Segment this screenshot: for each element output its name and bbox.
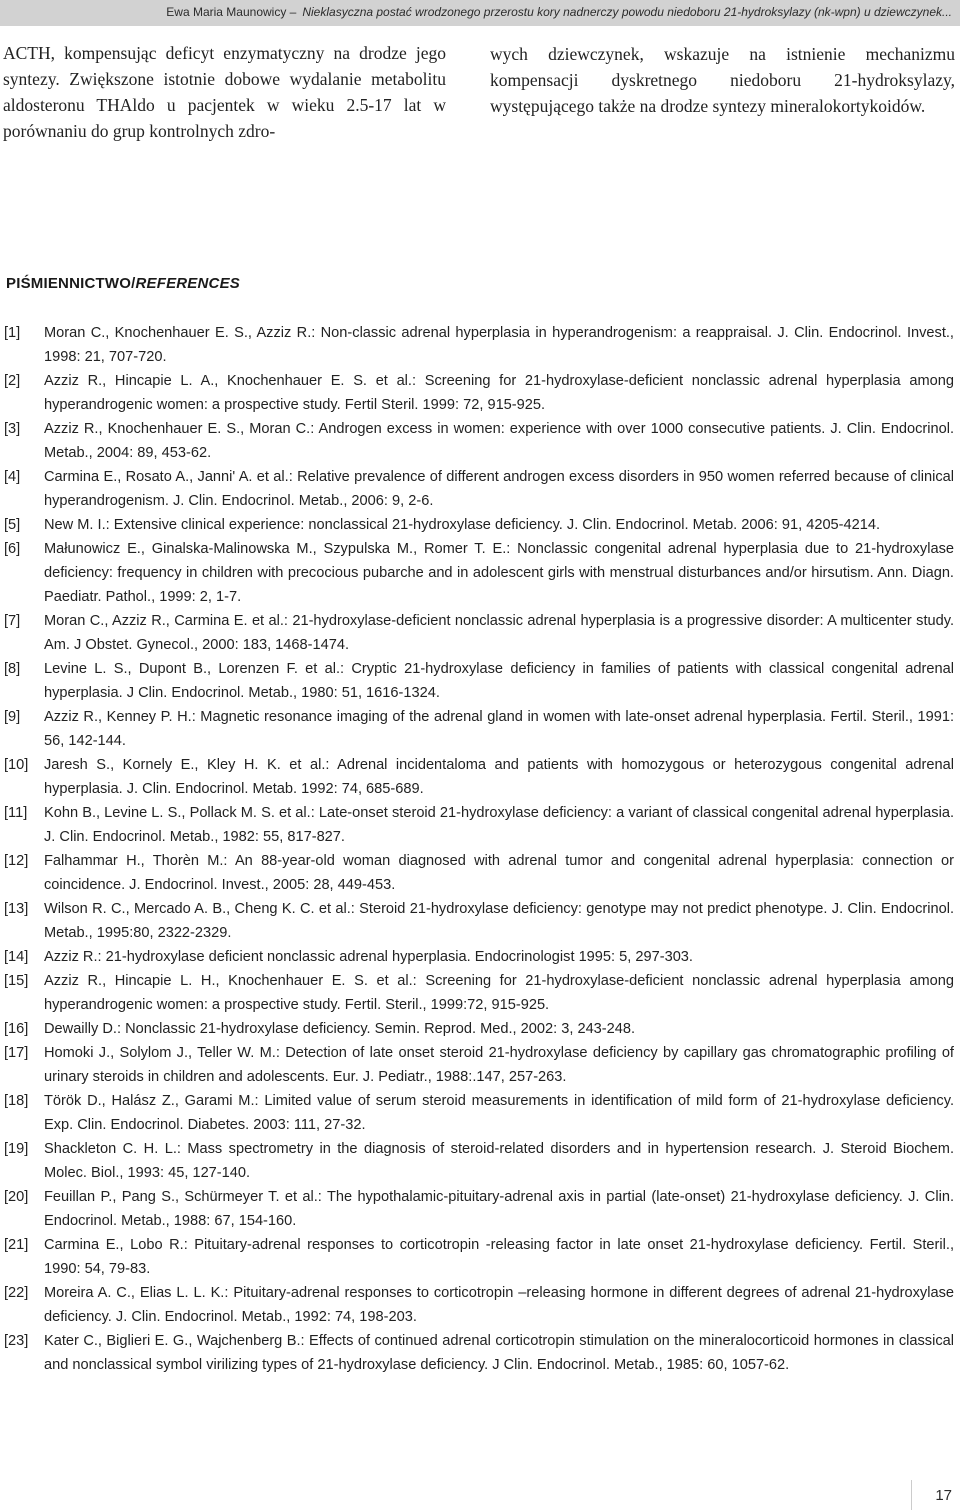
reference-number: [12]: [4, 853, 29, 869]
reference-list: [0, 321, 960, 1377]
reference-text: Azziz R.: 21-hydroxylase deficient nonclassic adrenal hyperplasia. Endocrinologist 1995: 5, 297-303.: [44, 949, 693, 965]
reference-text: Wilson R. C., Mercado A. B., Cheng K. C. et al.: Steroid 21-hydroxylase deficiency: genotype may not predict phenotype. J. Clin. Endocrinol. Metab., 1995:80, 2322-2329.: [44, 901, 954, 941]
reference-number: [14]: [4, 949, 29, 965]
reference-item: [0, 945, 960, 969]
reference-number: [13]: [4, 901, 29, 917]
reference-text: Moran C., Azziz R., Carmina E. et al.: 21-hydroxylase-deficient nonclassic adrenal hyperplasia is a progressive disorder: A multicenter study. Am. J Obstet. Gynecol., 2000: 183, 1468-1474.: [44, 613, 954, 653]
reference-item: [0, 1281, 960, 1329]
reference-item: [0, 321, 960, 369]
reference-number: [18]: [4, 1093, 29, 1109]
reference-number: [16]: [4, 1021, 29, 1037]
reference-number: [1]: [4, 325, 21, 341]
reference-text: Azziz R., Hincapie L. A., Knochenhauer E. S. et al.: Screening for 21-hydroxylase-deficient nonclassic adrenal hyperplasia among hyperandrogenic women: a prospective study. Fertil Steril. 1999: 72, 915-925.: [44, 373, 954, 413]
reference-text: Azziz R., Hincapie L. H., Knochenhauer E. S. et al.: Screening for 21-hydroxylase-deficient nonclassic adrenal hyperplasia among hyperandrogenic women: a prospective study. Fertil. Steril., 1999:72, 915-925.: [44, 973, 954, 1013]
reference-item: [0, 417, 960, 465]
reference-number: [6]: [4, 541, 21, 557]
reference-item: [0, 1185, 960, 1233]
reference-number: [17]: [4, 1045, 29, 1061]
reference-text: Feuillan P., Pang S., Schürmeyer T. et al.: The hypothalamic-pituitary-adrenal axis in partial (late-onset) 21-hydroxylase deficiency. J. Clin. Endocrinol. Metab., 1988: 67, 154-160.: [44, 1189, 954, 1229]
reference-number: [19]: [4, 1141, 29, 1157]
reference-text: Małunowicz E., Ginalska-Malinowska M., Szypulska M., Romer T. E.: Nonclassic congenital adrenal hyperplasia due to 21-hydroxylase deficiency: frequency in children with precocious pubarche and in adolescent girls with menstrual disturbances and/or hirsutism. Ann. Diagn. Paediatr. Pathol., 1999: 2, 1-7.: [44, 541, 954, 605]
reference-number: [3]: [4, 421, 21, 437]
header-authors: Ewa Maria Maunowicy –: [166, 5, 297, 19]
reference-text: Török D., Halász Z., Garami M.: Limited value of serum steroid measurements in identification of mild form of 21-hydroxylase deficiency. Exp. Clin. Endocrinol. Diabetes. 2003: 111, 27-32.: [44, 1093, 954, 1133]
reference-text: Moreira A. C., Elias L. L. K.: Pituitary-adrenal responses to corticotropin –releasing hormone in different degrees of adrenal 21-hydroxylase deficiency. J. Clin. Endocrinol. Metab., 1992: 74, 198-203.: [44, 1285, 954, 1325]
reference-number: [9]: [4, 709, 21, 725]
reference-number: [8]: [4, 661, 21, 677]
reference-text: Shackleton C. H. L.: Mass spectrometry in the diagnosis of steroid-related disorders and in hypertension research. J. Steroid Biochem. Molec. Biol., 1993: 45, 127-140.: [44, 1141, 954, 1181]
reference-item: [0, 1233, 960, 1281]
reference-number: [15]: [4, 973, 29, 989]
reference-item: [0, 465, 960, 513]
reference-item: [0, 369, 960, 417]
reference-number: [2]: [4, 373, 21, 389]
reference-item: [0, 657, 960, 705]
reference-item: [0, 1329, 960, 1377]
reference-number: [7]: [4, 613, 21, 629]
header-article-title: Nieklasyczna postać wrodzonego przerostu kory nadnerczy powodu niedoboru 21-hydroksylazy (nk-wpn) u dziewczynek...: [302, 5, 952, 19]
body-left-column: ACTH, kompensując deficyt enzymatyczny na drodze jego syntezy. Zwiększone istotnie dobowe wydalanie metabolitu aldosteronu THAldo u pacjentek w wieku 2.5-17 lat w porównaniu do grup kontrolnych zdro-: [3, 43, 446, 141]
reference-number: [4]: [4, 469, 21, 485]
reference-text: Azziz R., Knochenhauer E. S., Moran C.: Androgen excess in women: experience with over 1000 consecutive patients. J. Clin. Endocrinol. Metab., 2004: 89, 453-62.: [44, 421, 954, 461]
reference-number: [10]: [4, 757, 29, 773]
reference-item: [0, 897, 960, 945]
reference-number: [11]: [4, 805, 28, 821]
reference-text: Azziz R., Kenney P. H.: Magnetic resonance imaging of the adrenal gland in women with late-onset adrenal hyperplasia. Fertil. Steril., 1991: 56, 142-144.: [44, 709, 954, 749]
reference-number: [5]: [4, 517, 21, 533]
reference-item: [0, 537, 960, 609]
reference-item: [0, 609, 960, 657]
footer-rule: [911, 1480, 912, 1510]
reference-text: Levine L. S., Dupont B., Lorenzen F. et al.: Cryptic 21-hydroxylase deficiency in families of patients with classical congenital adrenal hyperplasia. J Clin. Endocrinol. Metab., 1980: 51, 1616-1324.: [44, 661, 954, 701]
references-heading-pl: PIŚMIENNICTWO/: [6, 275, 136, 292]
reference-text: Dewailly D.: Nonclassic 21-hydroxylase deficiency. Semin. Reprod. Med., 2002: 3, 243-248.: [44, 1021, 636, 1037]
reference-item: [0, 513, 960, 537]
reference-text: Homoki J., Solylom J., Teller W. M.: Detection of late onset steroid 21-hydroxylase deficiency by capillary gas chromatographic profiling of urinary steroids in children and adolescents. Eur. J. Pediatr., 1988:.147, 257-263.: [44, 1045, 954, 1085]
references-heading: [6, 275, 240, 292]
reference-text: Carmina E., Rosato A., Janni' A. et al.: Relative prevalence of different androgen excess disorders in 950 women referred because of clinical hyperandrogenism. J. Clin. Endocrinol. Metab., 2006: 9, 2-6.: [44, 469, 954, 509]
reference-item: [0, 1041, 960, 1089]
reference-item: [0, 849, 960, 897]
reference-item: [0, 801, 960, 849]
reference-item: [0, 1089, 960, 1137]
reference-item: [0, 753, 960, 801]
reference-item: [0, 1017, 960, 1041]
page-number: 17: [935, 1487, 952, 1504]
body-right-column: wych dziewczynek, wskazuje na istnienie mechanizmu kompensacji dyskretnego niedoboru 21-hydroksylazy, występującego także na drodze syntezy mineralokortykoidów.: [490, 44, 955, 116]
reference-item: [0, 969, 960, 1017]
reference-text: Jaresh S., Kornely E., Kley H. K. et al.: Adrenal incidentaloma and patients with homozygous or heterozygous congenital adrenal hyperplasia. J. Clin. Endocrinol. Metab. 1992: 74, 685-689.: [44, 757, 954, 797]
reference-number: [21]: [4, 1237, 29, 1253]
reference-text: Moran C., Knochenhauer E. S., Azziz R.: Non-classic adrenal hyperplasia in hyperandrogenism: a reappraisal. J. Clin. Endocrinol. Invest., 1998: 21, 707-720.: [44, 325, 954, 365]
reference-item: [0, 1137, 960, 1185]
reference-text: New M. I.: Extensive clinical experience: nonclassical 21-hydroxylase deficiency. J. Clin. Endocrinol. Metab. 2006: 91, 4205-4214.: [44, 517, 881, 533]
references-heading-en: REFERENCES: [135, 275, 240, 292]
reference-text: Kater C., Biglieri E. G., Wajchenberg B.: Effects of continued adrenal corticotropin stimulation on the mineralocorticoid hormones in classical and nonclassical symbol virilizing types of 21-hydroxylase deficiency. J Clin. Endocrinol. Metab., 1985: 60, 1057-62.: [44, 1333, 954, 1373]
reference-text: Falhammar H., Thorèn M.: An 88-year-old woman diagnosed with adrenal tumor and congenital adrenal hyperplasia: connection or coincidence. J. Endocrinol. Invest., 2005: 28, 449-453.: [44, 853, 954, 893]
reference-text: Kohn B., Levine L. S., Pollack M. S. et al.: Late-onset steroid 21-hydroxylase deficiency: a variant of classical congenital adrenal hyperplasia. J. Clin. Endocrinol. Metab., 1982: 55, 817-827.: [44, 805, 954, 845]
reference-number: [22]: [4, 1285, 29, 1301]
reference-number: [23]: [4, 1333, 29, 1349]
reference-number: [20]: [4, 1189, 29, 1205]
running-header: [0, 0, 960, 26]
reference-text: Carmina E., Lobo R.: Pituitary-adrenal responses to corticotropin -releasing factor in late onset 21-hydroxylase deficiency. Fertil. Steril., 1990: 54, 79-83.: [44, 1237, 954, 1277]
reference-item: [0, 705, 960, 753]
